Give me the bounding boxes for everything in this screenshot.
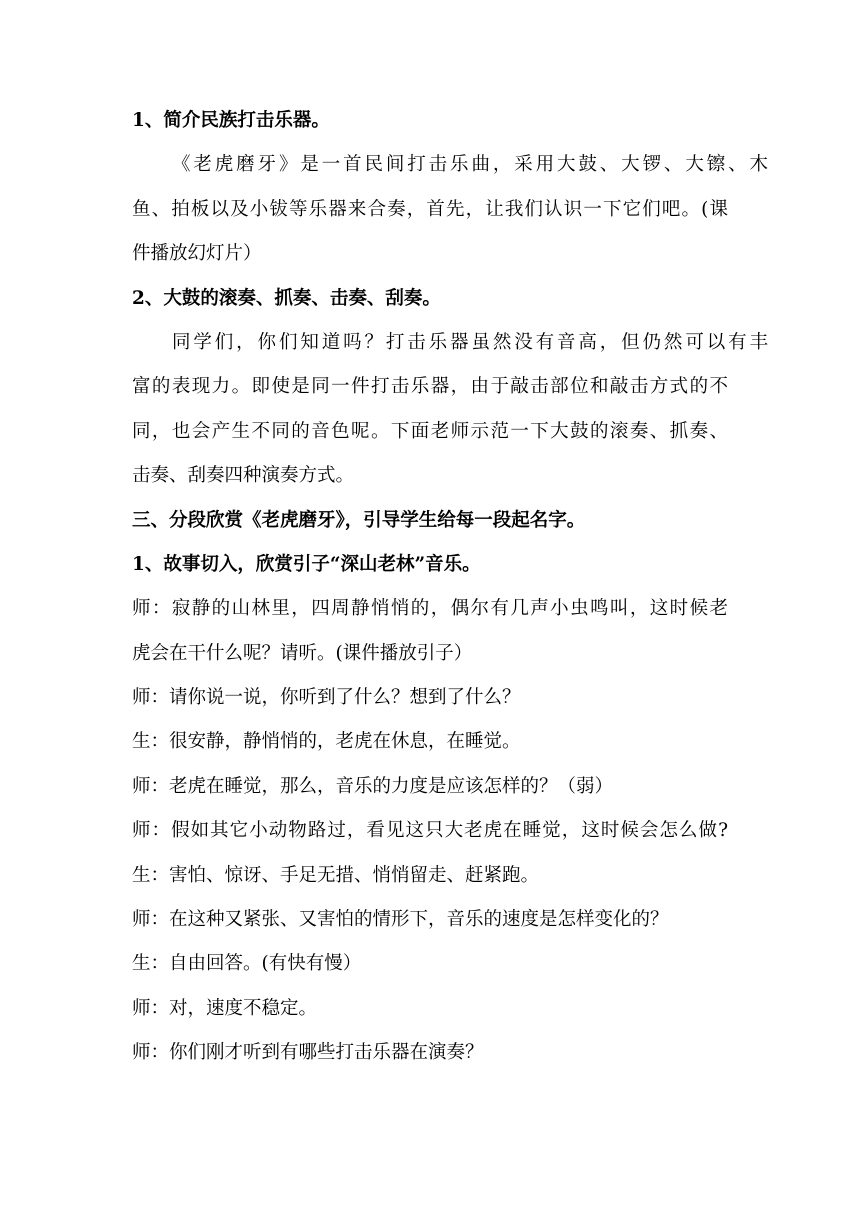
dialogue-line: 生：很安静，静悄悄的，老虎在休息，在睡觉。 <box>132 731 521 753</box>
section-heading: 2、大鼓的滚奏、抓奏、击奏、刮奏。 <box>132 287 441 309</box>
dialogue-line: 师：请你说一说，你听到了什么？想到了什么？ <box>132 687 521 709</box>
section-heading: 1、故事切入，欣赏引子“深山老林”音乐。 <box>132 553 481 575</box>
paragraph-line: 富的表现力。即使是同一件打击乐器，由于敲击部位和敲击方式的不 <box>132 376 728 398</box>
dialogue-line: 师：老虎在睡觉，那么，音乐的力度是应该怎样的？（弱） <box>132 775 614 797</box>
dialogue-line: 师：假如其它小动物路过，看见这只大老虎在睡觉，这时候会怎么做? <box>132 820 728 842</box>
paragraph-line: 《老虎磨牙》是一首民间打击乐曲，采用大鼓、大锣、大镲、木 <box>172 154 768 176</box>
paragraph-line: 同，也会产生不同的音色呢。下面老师示范一下大鼓的滚奏、抓奏、 <box>132 420 728 442</box>
dialogue-line: 生：害怕、惊讶、手足无措、悄悄留走、赶紧跑。 <box>132 864 540 886</box>
section-heading: 三、分段欣赏《老虎磨牙》，引导学生给每一段起名字。 <box>132 509 586 531</box>
paragraph-line: 击奏、刮奏四种演奏方式。 <box>132 465 355 487</box>
paragraph-line: 鱼、拍板以及小钹等乐器来合奏，首先，让我们认识一下它们吧。(课 <box>132 198 728 220</box>
document-page <box>132 110 768 1087</box>
paragraph-line: 件播放幻灯片） <box>132 243 262 265</box>
dialogue-line: 虎会在干什么呢？请听。(课件播放引子） <box>132 642 473 664</box>
paragraph-line: 同学们，你们知道吗？打击乐器虽然没有音高，但仍然可以有丰 <box>172 331 768 353</box>
dialogue-line: 师：在这种又紧张、又害怕的情形下，音乐的速度是怎样变化的？ <box>132 909 669 931</box>
section-heading: 1、简介民族打击乐器。 <box>132 110 330 131</box>
dialogue-line: 师：对，速度不稳定。 <box>132 997 318 1019</box>
dialogue-line: 生：自由回答。(有快有慢） <box>132 953 362 975</box>
dialogue-line: 师：你们刚才听到有哪些打击乐器在演奏？ <box>132 1042 484 1064</box>
dialogue-line: 师：寂静的山林里，四周静悄悄的，偶尔有几声小虫鸣叫，这时候老 <box>132 598 728 620</box>
